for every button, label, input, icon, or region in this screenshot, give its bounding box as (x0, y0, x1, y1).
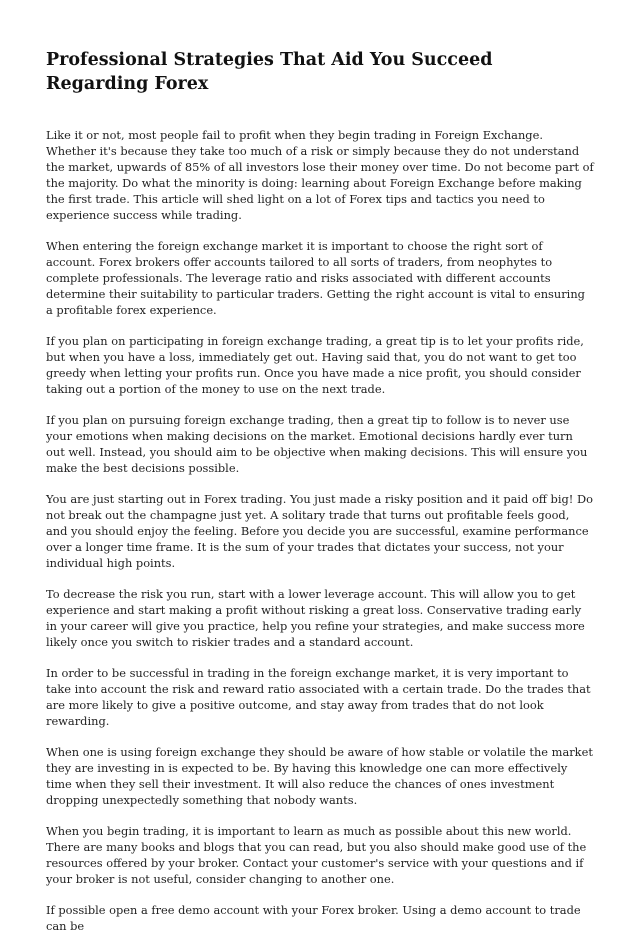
paragraph-7: In order to be successful in trading in the foreign exchange market, it is very important to take into account the risk and reward ratio associated with a certain trade. Do the trades that are more likely to give a positive outcome, and stay away from trades that do not look rewarding. (46, 666, 591, 728)
paragraph-2: When entering the foreign exchange market it is important to choose the right sort of account. Forex brokers offer accounts tailored to all sorts of traders, from neophytes to complete professionals. The leverage ratio and risks associated with different accounts determine their suitability to particular traders. Getting the right account is vital to ensuring a profitable forex experience. (46, 239, 585, 317)
paragraph-6: To decrease the risk you run, start with a lower leverage account. This will allow you to get experience and start making a profit without risking a great loss. Conservative trading early in your career will give you practice, help you refine your strategies, and make success more likely once you switch to riskier trades and a standard account. (46, 587, 585, 649)
paragraph-4: If you plan on pursuing foreign exchange trading, then a great tip to follow is to never use your emotions when making decisions on the market. Emotional decisions hardly ever turn out well. Instead, you should aim to be objective when making decisions. This will ensure you make the best decisions possible. (46, 413, 588, 475)
document-title: Professional Strategies That Aid You Succeed Regarding Forex (46, 50, 493, 94)
paragraph-8: When one is using foreign exchange they should be aware of how stable or volatile the market they are investing in is expected to be. By having this knowledge one can more effectively time when they sell their investment. It will also reduce the chances of ones investment dropping unexpectedly something that nobody wants. (46, 745, 593, 807)
document-page (46, 48, 594, 949)
paragraph-3: If you plan on participating in foreign exchange trading, a great tip is to let your profits ride, but when you have a loss, immediately get out. Having said that, you do not want to get too greedy when letting your profits run. Once you have made a nice profit, you should consider taking out a portion of the money to use on the next trade. (46, 334, 584, 396)
paragraph-1: Like it or not, most people fail to profit when they begin trading in Foreign Exchange. Whether it's because they take too much of a risk or simply because they do not understand the market, upwards of 85% of all investors lose their money over time. Do not become part of the majority. Do what the minority is doing: learning about Foreign Exchange before making the first trade. This article will shed light on a lot of Forex tips and tactics you need to experience success while trading. (46, 128, 594, 222)
paragraph-10: If possible open a free demo account with your Forex broker. Using a demo account to trade can be (46, 903, 581, 933)
paragraph-5: You are just starting out in Forex trading. You just made a risky position and it paid off big! Do not break out the champagne just yet. A solitary trade that turns out profitable feels good, and you should enjoy the feeling. Before you decide you are successful, examine performance over a longer time frame. It is the sum of your trades that dictates your success, not your individual high points. (46, 492, 593, 570)
paragraph-9: When you begin trading, it is important to learn as much as possible about this new world. There are many books and blogs that you can read, but you also should make good use of the resources offered by your broker. Contact your customer's service with your questions and if your broker is not useful, consider changing to another one. (46, 824, 587, 886)
